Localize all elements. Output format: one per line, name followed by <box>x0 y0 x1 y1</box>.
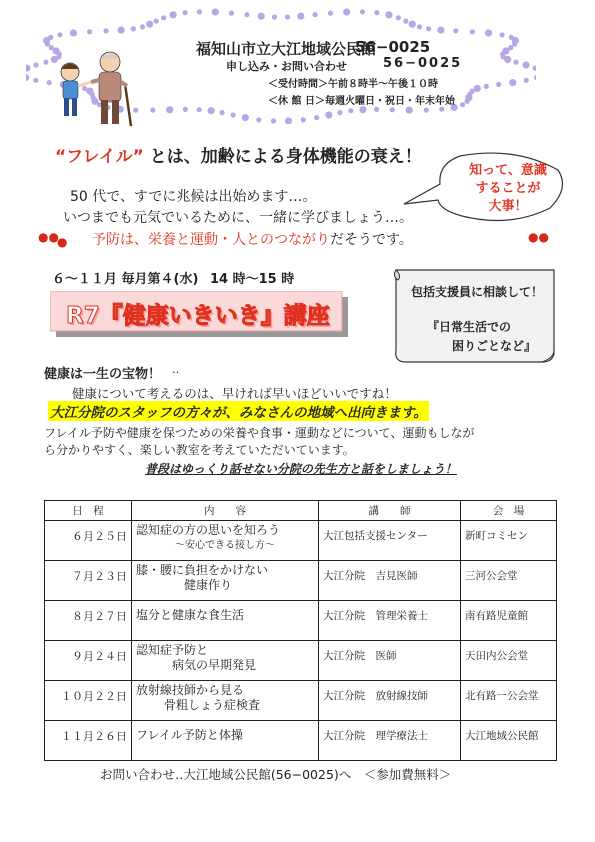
header-content: 内 容 <box>132 501 319 521</box>
cloud-dot <box>212 8 219 15</box>
intro-line: ら分かりやすく、楽しい教室を考えていただいています。 <box>44 443 355 457</box>
cloud-dot <box>484 84 489 89</box>
content-main: 放射線技師から見る <box>136 683 245 697</box>
cloud-dot <box>231 112 236 117</box>
row-venue: 大江地域公民館 <box>461 721 557 761</box>
line-genki: いつまでも元気でいるために、一緒に学びましょう…。 <box>63 210 413 226</box>
bubble-line: することが <box>475 181 541 196</box>
cloud-dot <box>343 8 350 15</box>
cloud-dot <box>183 10 188 15</box>
cloud-dot <box>256 117 261 122</box>
table-row <box>45 681 557 721</box>
row-instructor: 大江分院 放射線技師 <box>319 681 461 721</box>
row-content <box>132 561 319 601</box>
cloud-dot <box>285 14 290 19</box>
cloud-dot <box>258 13 265 20</box>
cloud-dot <box>197 9 202 14</box>
cloud-dot <box>146 21 153 28</box>
table-row <box>45 721 557 761</box>
cloud-dot <box>348 108 353 113</box>
cloud-dot <box>504 56 511 63</box>
cloud-dot <box>272 14 277 19</box>
course-title: R7『健康いきいき』講座 <box>66 303 330 329</box>
frailty-definition: とは、加齢による身体機能の衰え！ <box>149 147 422 167</box>
closed-days: ＜休 館 日＞毎週火曜日・祝日・年末年始 <box>268 96 455 107</box>
row-instructor: 大江分院 吉見医師 <box>319 561 461 601</box>
cloud-dot <box>403 19 408 24</box>
cloud-dot <box>244 12 249 17</box>
prevention-key: 予防は、栄養と運動・人とのつながり <box>92 232 330 248</box>
cloud-dot <box>325 111 332 118</box>
cloud-dot <box>33 62 38 67</box>
cloud-dot <box>424 108 429 113</box>
cloud-dot <box>460 102 465 107</box>
cloud-dot <box>154 19 159 24</box>
header-date: 日 程 <box>45 501 132 521</box>
row-content <box>132 641 319 681</box>
bubble-text <box>458 162 558 216</box>
cloud-dot <box>534 75 536 80</box>
cloud-dot <box>385 11 392 18</box>
cloud-dot <box>374 10 379 15</box>
cloud-dot <box>500 32 505 37</box>
content-main: 膝・腰に負担をかけない <box>136 563 269 577</box>
course-time: 14 時〜15 時 <box>210 272 295 287</box>
cloud-dot <box>131 26 136 31</box>
cloud-dot <box>337 110 342 115</box>
cloud-dot <box>104 28 109 33</box>
row-instructor: 大江分院 医師 <box>319 641 461 681</box>
cloud-dot <box>359 106 366 113</box>
cloud-dot <box>437 27 444 34</box>
bubble-line: 知って、意識 <box>469 163 547 178</box>
cloud-dot <box>208 107 215 114</box>
footer-contact: お問い合わせ‥大江地域公民館(56−0025)へ ＜参加費無料＞ <box>100 767 452 782</box>
cloud-dot <box>57 32 62 37</box>
cloud-dot <box>118 27 125 34</box>
apple-icon: ● <box>57 235 68 249</box>
cloud-dot <box>374 107 379 112</box>
row-venue: 南有路児童館 <box>461 601 557 641</box>
apple-icon: ●● <box>528 230 549 244</box>
bubble-line: 大事！ <box>488 199 528 214</box>
cloud-dot <box>313 12 318 17</box>
cloud-dot <box>170 11 177 18</box>
cloud-dot <box>465 99 470 104</box>
schedule-table <box>44 500 557 761</box>
row-date: ６月２５日 <box>45 521 132 561</box>
cloud-dot <box>470 29 475 34</box>
row-venue: 天田内公会堂 <box>461 641 557 681</box>
cloud-dot <box>285 117 292 124</box>
table-row <box>45 641 557 681</box>
consult-line: 困りごとなど』 <box>452 339 537 353</box>
intro-emphasis: 普段はゆっくり話せない分院の先生方と話をしましょう！ <box>145 462 457 476</box>
prevention-tail: だそうです。 <box>330 232 413 248</box>
cloud-dot <box>512 41 517 46</box>
cloud-dot <box>390 107 395 112</box>
cloud-dot <box>271 118 276 123</box>
frailty-term: “フレイル” <box>55 147 144 167</box>
row-date: １０月２２日 <box>45 681 132 721</box>
header-instructor: 講 師 <box>319 501 461 521</box>
cloud-dot <box>509 79 516 86</box>
row-venue: 三河公会堂 <box>461 561 557 601</box>
cloud-dot <box>26 65 30 72</box>
cloud-dot <box>496 82 501 87</box>
content-main: フレイル予防と体操 <box>136 728 243 742</box>
cloud-dot <box>485 29 492 36</box>
consult-line: 包括支援員に相談して！ <box>411 285 544 299</box>
cloud-dot <box>242 114 249 121</box>
cloud-dot <box>87 29 92 34</box>
cloud-dot <box>453 28 458 33</box>
cloud-dot <box>524 78 529 83</box>
cloud-dot <box>161 15 166 20</box>
content-main: 認知症の方の思いを知ろう <box>136 523 281 537</box>
row-instructor: 大江分院 管理栄養士 <box>319 601 461 641</box>
org-name: 福知山市立大江地域公民館 <box>196 40 377 58</box>
cloud-dot <box>417 24 422 29</box>
content-sub: 〜安心できる接し方〜 <box>175 540 275 551</box>
line-50s: 50 代で、すでに兆候は出始めます…。 <box>70 189 317 205</box>
child-elder-illustration <box>45 42 155 132</box>
cloud-dot <box>406 107 413 114</box>
cloud-dot <box>314 115 319 120</box>
cloud-dot <box>328 11 333 16</box>
table-row <box>45 601 557 641</box>
cloud-dot <box>140 24 145 29</box>
row-date: １１月２６日 <box>45 721 132 761</box>
cloud-dot <box>396 15 401 20</box>
table-row <box>45 521 557 561</box>
row-instructor: 大江包括支援センター <box>319 521 461 561</box>
row-instructor: 大江分院 理学療法士 <box>319 721 461 761</box>
contact-label: 申し込み・お問い合わせ <box>226 60 347 73</box>
course-dates: ６〜１１月 毎月第４(水) <box>52 272 199 287</box>
cloud-dot <box>48 35 53 40</box>
cloud-dot <box>439 107 444 112</box>
cloud-dot <box>533 66 536 71</box>
treasure-heading: 健康は一生の宝物！ <box>44 367 162 382</box>
cloud-dot <box>426 26 431 31</box>
header-venue: 会 場 <box>461 501 557 521</box>
cloud-dot <box>183 107 188 112</box>
row-date: ８月２７日 <box>45 601 132 641</box>
row-date: ９月２４日 <box>45 641 132 681</box>
row-venue: 北有路一公会堂 <box>461 681 557 721</box>
cloud-dot <box>474 85 481 92</box>
cloud-dot <box>522 61 529 68</box>
org-phone: 56−0025 <box>355 38 431 56</box>
cloud-dot <box>513 60 518 65</box>
frailty-title <box>55 142 422 167</box>
treasure-dots: ‥ <box>172 363 180 376</box>
cloud-dot <box>409 21 416 28</box>
row-content <box>132 721 319 761</box>
cloud-dot <box>197 107 202 112</box>
cloud-dot <box>360 9 365 14</box>
content-main: 塩分と健康な食生活 <box>136 608 245 622</box>
content-sub: 健康作り <box>184 578 233 592</box>
contact-phone: 56−0025 <box>383 56 463 71</box>
intro-line: フレイル予防や健康を保つための栄養や食事・運動などについて、運動もしなが <box>44 426 475 440</box>
content-sub: 骨粗しょう症検査 <box>164 698 261 712</box>
consult-line: 『日常生活での <box>427 320 512 334</box>
cloud-dot <box>166 106 173 113</box>
content-sub: 病気の早期発見 <box>172 658 257 672</box>
cloud-dot <box>70 29 77 36</box>
content-main: 認知症予防と <box>136 643 209 657</box>
cloud-dot <box>297 13 304 20</box>
cloud-dot <box>26 74 29 81</box>
reception-hours: ＜受付時間＞午前８時半〜午後１０時 <box>268 79 438 90</box>
row-content <box>132 521 319 561</box>
row-content <box>132 601 319 641</box>
row-content <box>132 681 319 721</box>
row-venue: 新町コミセン <box>461 521 557 561</box>
cloud-dot <box>229 11 234 16</box>
table-header-row <box>45 501 557 521</box>
intro-highlight: 大江分院のスタッフの方々が、みなさんの地域へ出向きます。 <box>48 401 429 421</box>
line-prevention <box>92 229 413 249</box>
table-row <box>45 561 557 601</box>
apple-icon: ●● <box>38 230 59 244</box>
intro-line: 健康について考えるのは、早ければ早いほどいいですね！ <box>72 386 397 401</box>
cloud-dot <box>33 78 38 83</box>
cloud-dot <box>301 117 306 122</box>
cloud-dot <box>220 110 225 115</box>
row-date: ７月２３日 <box>45 561 132 601</box>
